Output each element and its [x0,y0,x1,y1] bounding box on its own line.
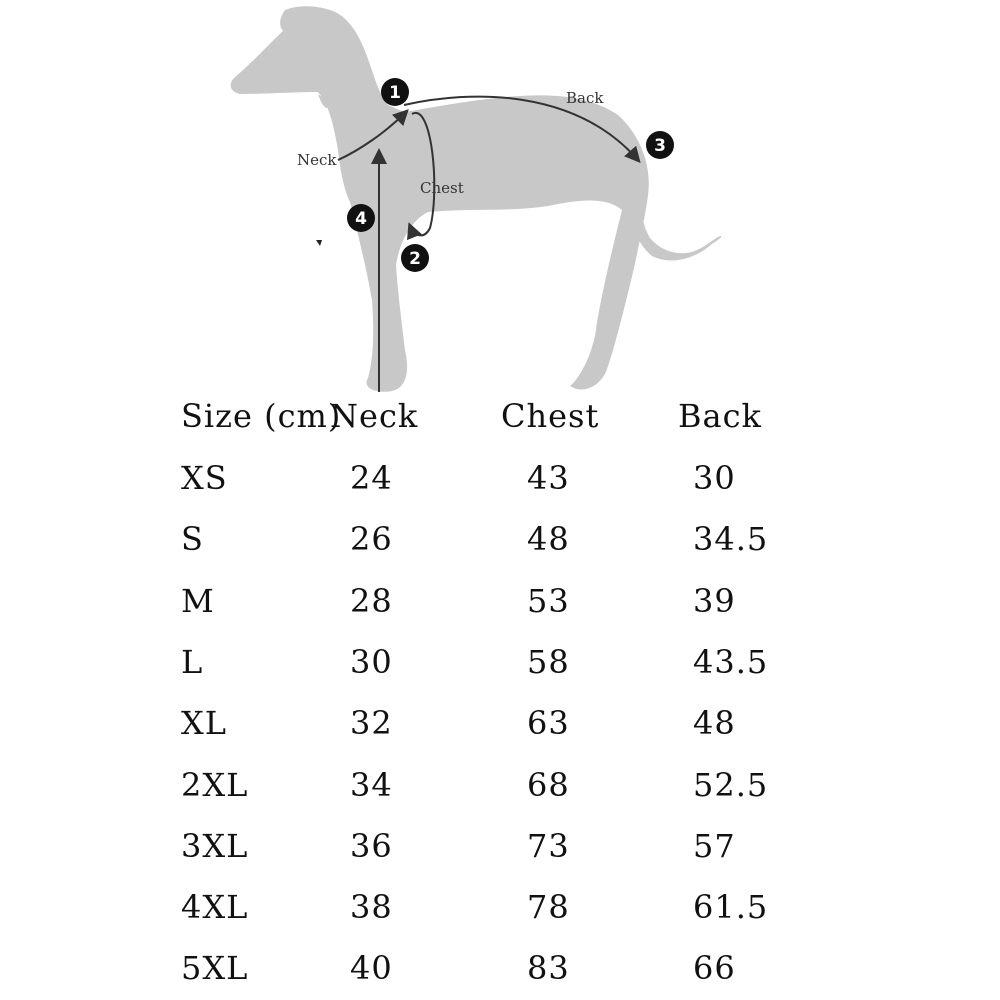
cell-neck: 26 [350,520,393,559]
cell-neck: 40 [350,949,393,988]
cell-chest: 53 [527,581,570,620]
cell-chest: 48 [527,520,570,559]
cell-chest: 63 [527,704,570,743]
cell-back: 57 [693,826,736,865]
cell-size: XL [181,704,228,743]
cell-chest: 78 [527,888,570,927]
cell-size: S [181,520,204,559]
cell-neck: 24 [350,459,393,497]
cell-chest: 83 [527,949,570,988]
cell-size: L [181,642,204,681]
cell-back: 48 [693,704,736,743]
svg-text:2: 2 [409,249,421,269]
cell-chest: 73 [527,826,570,865]
neck-label: Neck [297,151,337,169]
cell-neck: 36 [350,826,393,865]
cell-size: 4XL [181,888,249,927]
svg-text:4: 4 [355,209,367,229]
cell-chest: 43 [527,459,570,497]
cell-size: 2XL [181,765,249,804]
cell-size: 5XL [181,949,249,988]
cell-neck: 32 [350,704,393,743]
cell-back: 52.5 [693,765,769,804]
header-back: Back [678,397,762,435]
chest-label: Chest [420,179,464,197]
cell-back: 34.5 [693,520,769,559]
cell-neck: 38 [350,888,393,927]
cell-chest: 68 [527,765,570,804]
header-neck: Neck [330,397,419,435]
cell-back: 39 [693,581,736,620]
cell-size: M [181,581,215,620]
header-chest: Chest [501,397,600,435]
back-label: Back [566,89,604,107]
cell-back: 43.5 [693,642,769,681]
cell-back: 66 [693,949,736,988]
header-size: Size (cm) [181,397,342,435]
cell-back: 30 [693,459,736,497]
cell-chest: 58 [527,642,570,681]
svg-text:1: 1 [389,83,401,103]
cell-size: 3XL [181,826,249,865]
svg-text:3: 3 [654,136,666,156]
cell-neck: 34 [350,765,393,804]
cell-back: 61.5 [693,888,769,927]
cell-neck: 30 [350,642,393,681]
cell-size: XS [181,459,228,497]
cell-neck: 28 [350,581,393,620]
